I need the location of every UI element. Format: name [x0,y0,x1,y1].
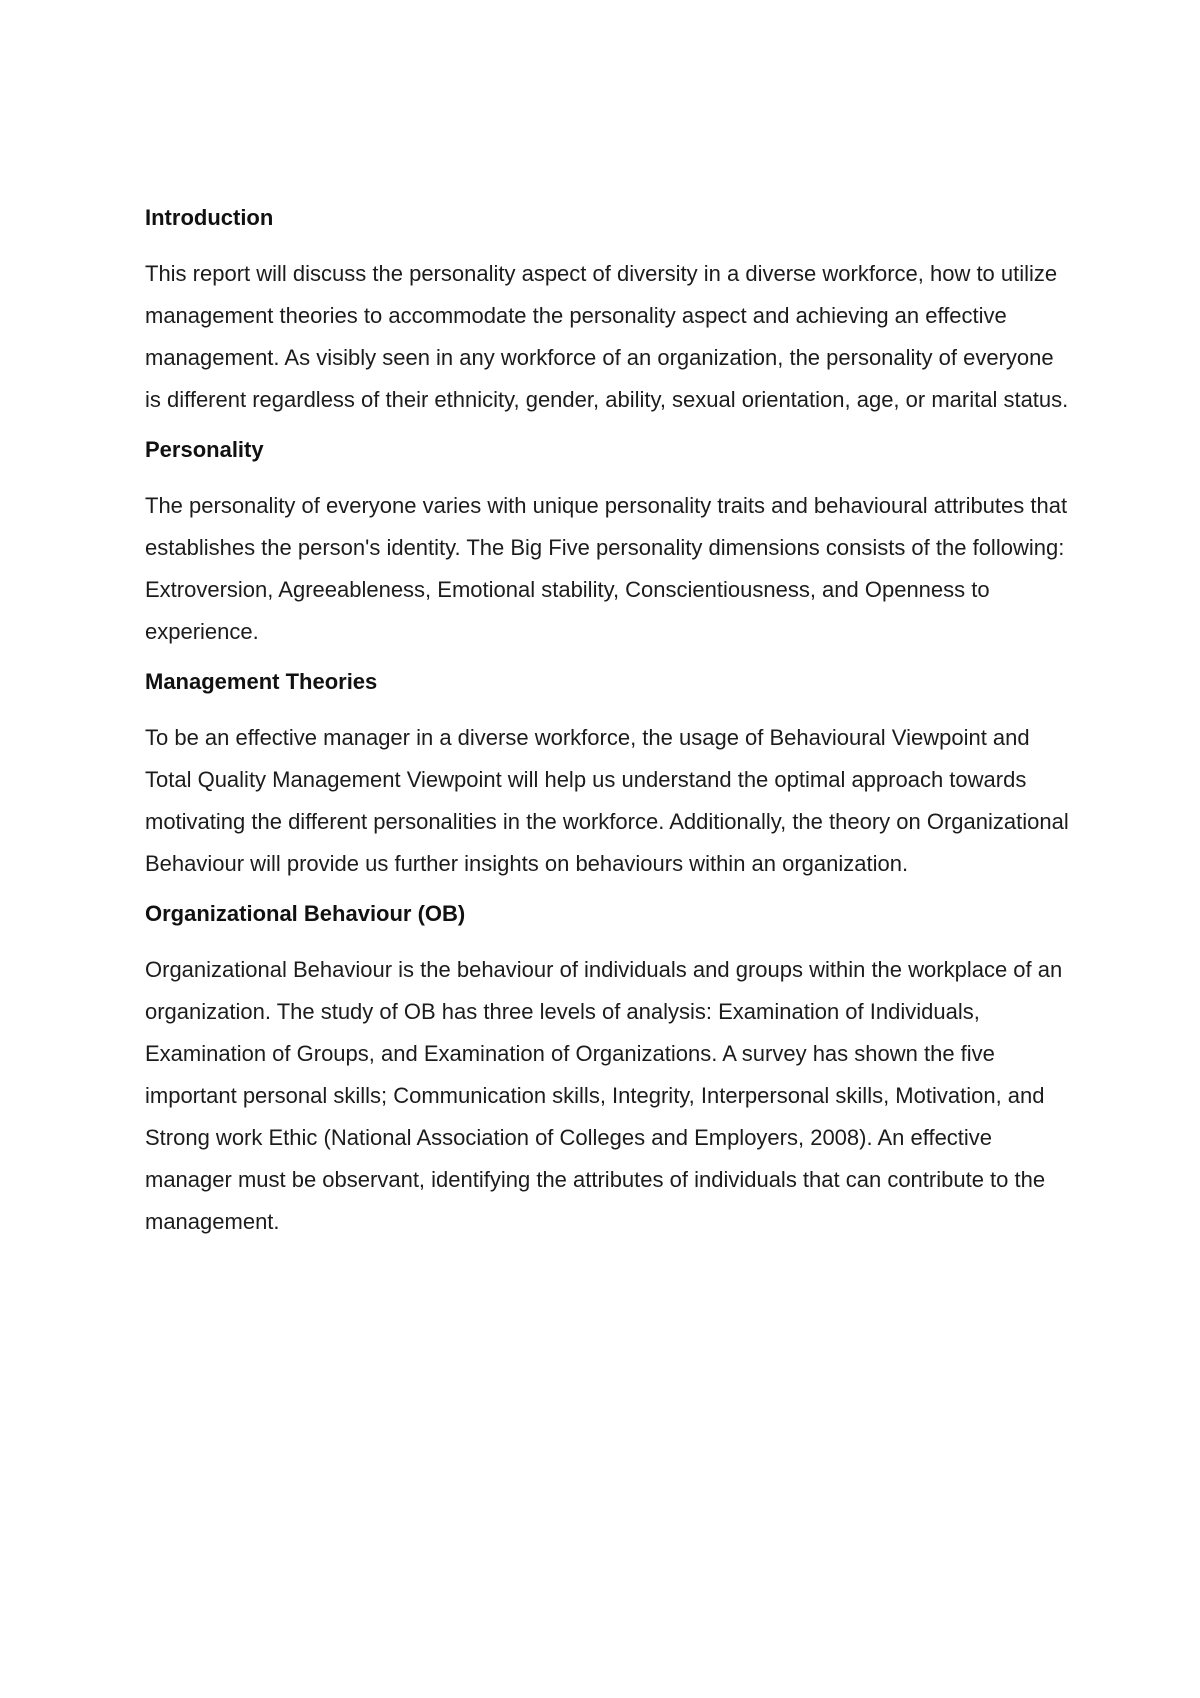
section-personality [145,435,1075,653]
paragraph-introduction: This report will discuss the personality aspect of diversity in a diverse workforce, how to utilize management theories to accommodate the personality aspect and achieving an effective management. As visibly seen in any workforce of an organization, the personality of everyone is different regardless of their ethnicity, gender, ability, sexual orientation, age, or marital status. [145,261,1069,412]
section-organizational-behaviour [145,899,1075,1243]
heading-personality: Personality [145,437,264,462]
section-introduction [145,203,1075,421]
paragraph-management-theories: To be an effective manager in a diverse workforce, the usage of Behavioural Viewpoint and Total Quality Management Viewpoint will help us understand the optimal approach towards motivating the different personalities in the workforce. Additionally, the theory on Organizational Behaviour will provide us further insights on behaviours within an organization. [145,725,1069,876]
heading-introduction: Introduction [145,205,274,230]
heading-management-theories: Management Theories [145,669,378,694]
heading-organizational-behaviour: Organizational Behaviour (OB) [145,901,466,926]
paragraph-organizational-behaviour: Organizational Behaviour is the behaviour of individuals and groups within the workplace of an organization. The study of OB has three levels of analysis: Examination of Individuals, Examination of Groups, and Examination of Organizations. A survey has shown the five important personal skills; Communication skills, Integrity, Interpersonal skills, Motivation, and Strong work Ethic (National Association of Colleges and Employers, 2008). An effective manager must be observant, identifying the attributes of individuals that can contribute to the management. [145,957,1063,1234]
paragraph-personality: The personality of everyone varies with unique personality traits and behavioural attributes that establishes the person's identity. The Big Five personality dimensions consists of the following: Extroversion, Agreeableness, Emotional stability, Conscientiousness, and Openness to experience. [145,493,1068,644]
section-management-theories [145,667,1075,885]
